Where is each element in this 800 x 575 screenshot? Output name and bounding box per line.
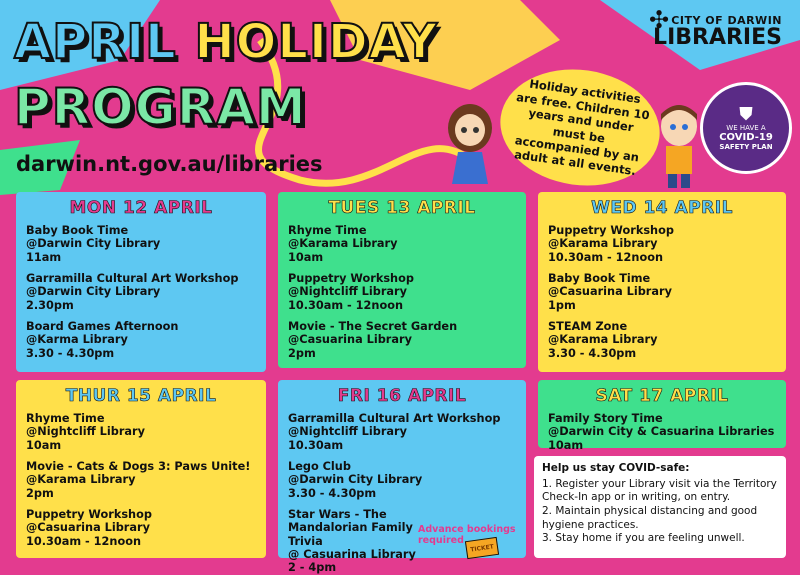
event-item: Star Wars - The Mandalorian Family Trivia @ Casuarina Library 2 - 4pm [288, 507, 416, 575]
day-heading: FRI 16 APRIL [337, 386, 467, 406]
event-item: Garramilla Cultural Art Workshop @Nightcliff Library 10.30am [288, 412, 501, 452]
day-card-sat [538, 380, 786, 452]
event-item: Baby Book Time @Casuarina Library 1pm [548, 271, 672, 312]
notice-text: Holiday activities are free. Children 10 years and under must be accompanied by an adult at all events. [513, 76, 651, 179]
event-item: Rhyme Time @Nightcliff Library 10am [26, 412, 145, 452]
event-item: Family Story Time @Darwin City & Casuarina Libraries 10am [548, 412, 775, 452]
day-card-thur [16, 380, 266, 558]
logo-libraries: LIBRARIES [653, 25, 782, 50]
day-heading: MON 12 APRIL [69, 198, 213, 218]
dragonfly-icon: ✣ [649, 6, 670, 34]
title-holiday: HOLIDAY [194, 14, 439, 70]
badge-line-2: COVID-19 [719, 131, 773, 143]
event-item: STEAM Zone @Karama Library 3.30 - 4.30pm [548, 319, 658, 360]
event-item: Baby Book Time @Darwin City Library 11am [26, 224, 161, 264]
day-heading: TUES 13 APRIL [328, 198, 476, 218]
covid-safe-item: 2. Maintain physical distancing and good hygiene practices. [542, 504, 758, 531]
day-card-wed [538, 192, 786, 372]
covid-safety-badge [700, 82, 792, 174]
event-item: Rhyme Time @Karama Library 10am [288, 224, 398, 264]
day-heading: WED 14 APRIL [591, 198, 733, 218]
covid-safe-heading: Help us stay COVID-safe: [542, 462, 690, 474]
advance-bookings-note: Advance bookings required [418, 524, 516, 546]
covid-safe-item: 3. Stay home if you are feeling unwell. [542, 532, 745, 545]
ticket-icon: TICKET [465, 537, 499, 559]
event-item: Board Games Afternoon @Karma Library 3.30 - 4.30pm [26, 319, 179, 360]
covid-safe-box [534, 456, 786, 558]
event-item: Puppetry Workshop @Nightcliff Library 10.30am - 12noon [288, 271, 414, 312]
event-item: Puppetry Workshop @Karama Library 10.30am - 12noon [548, 224, 674, 264]
day-card-mon [16, 192, 266, 372]
covid-safe-item: 1. Register your Library visit via the Territory Check-In app or in writing, on entry. [542, 477, 777, 504]
boy-character-icon [654, 100, 704, 190]
event-item: Movie - The Secret Garden @Casuarina Library 2pm [288, 319, 458, 360]
nt-map-icon: ⛊ [739, 103, 753, 125]
event-item: Movie - Cats & Dogs 3: Paws Unite! @Karama Library 2pm [26, 459, 251, 500]
day-card-tues [278, 192, 526, 368]
event-item: Puppetry Workshop @Casuarina Library 10.30am - 12noon [26, 507, 152, 548]
title-april: APRIL [14, 14, 177, 70]
girl-character-icon [440, 100, 500, 192]
libraries-logo[interactable] [649, 6, 782, 50]
event-item: Garramilla Cultural Art Workshop @Darwin City Library 2.30pm [26, 271, 239, 312]
day-heading: SAT 17 APRIL [595, 386, 729, 406]
badge-line-3: SAFETY PLAN [719, 142, 773, 151]
website-link[interactable]: darwin.nt.gov.au/libraries [16, 152, 323, 176]
logo-city: CITY OF DARWIN [671, 14, 782, 27]
badge-line-1: WE HAVE A [726, 123, 766, 132]
event-item: Lego Club @Darwin City Library 3.30 - 4.30pm [288, 459, 423, 500]
day-heading: THUR 15 APRIL [65, 386, 217, 406]
title-program: PROGRAM [14, 78, 307, 136]
title-line-1 [14, 14, 439, 70]
